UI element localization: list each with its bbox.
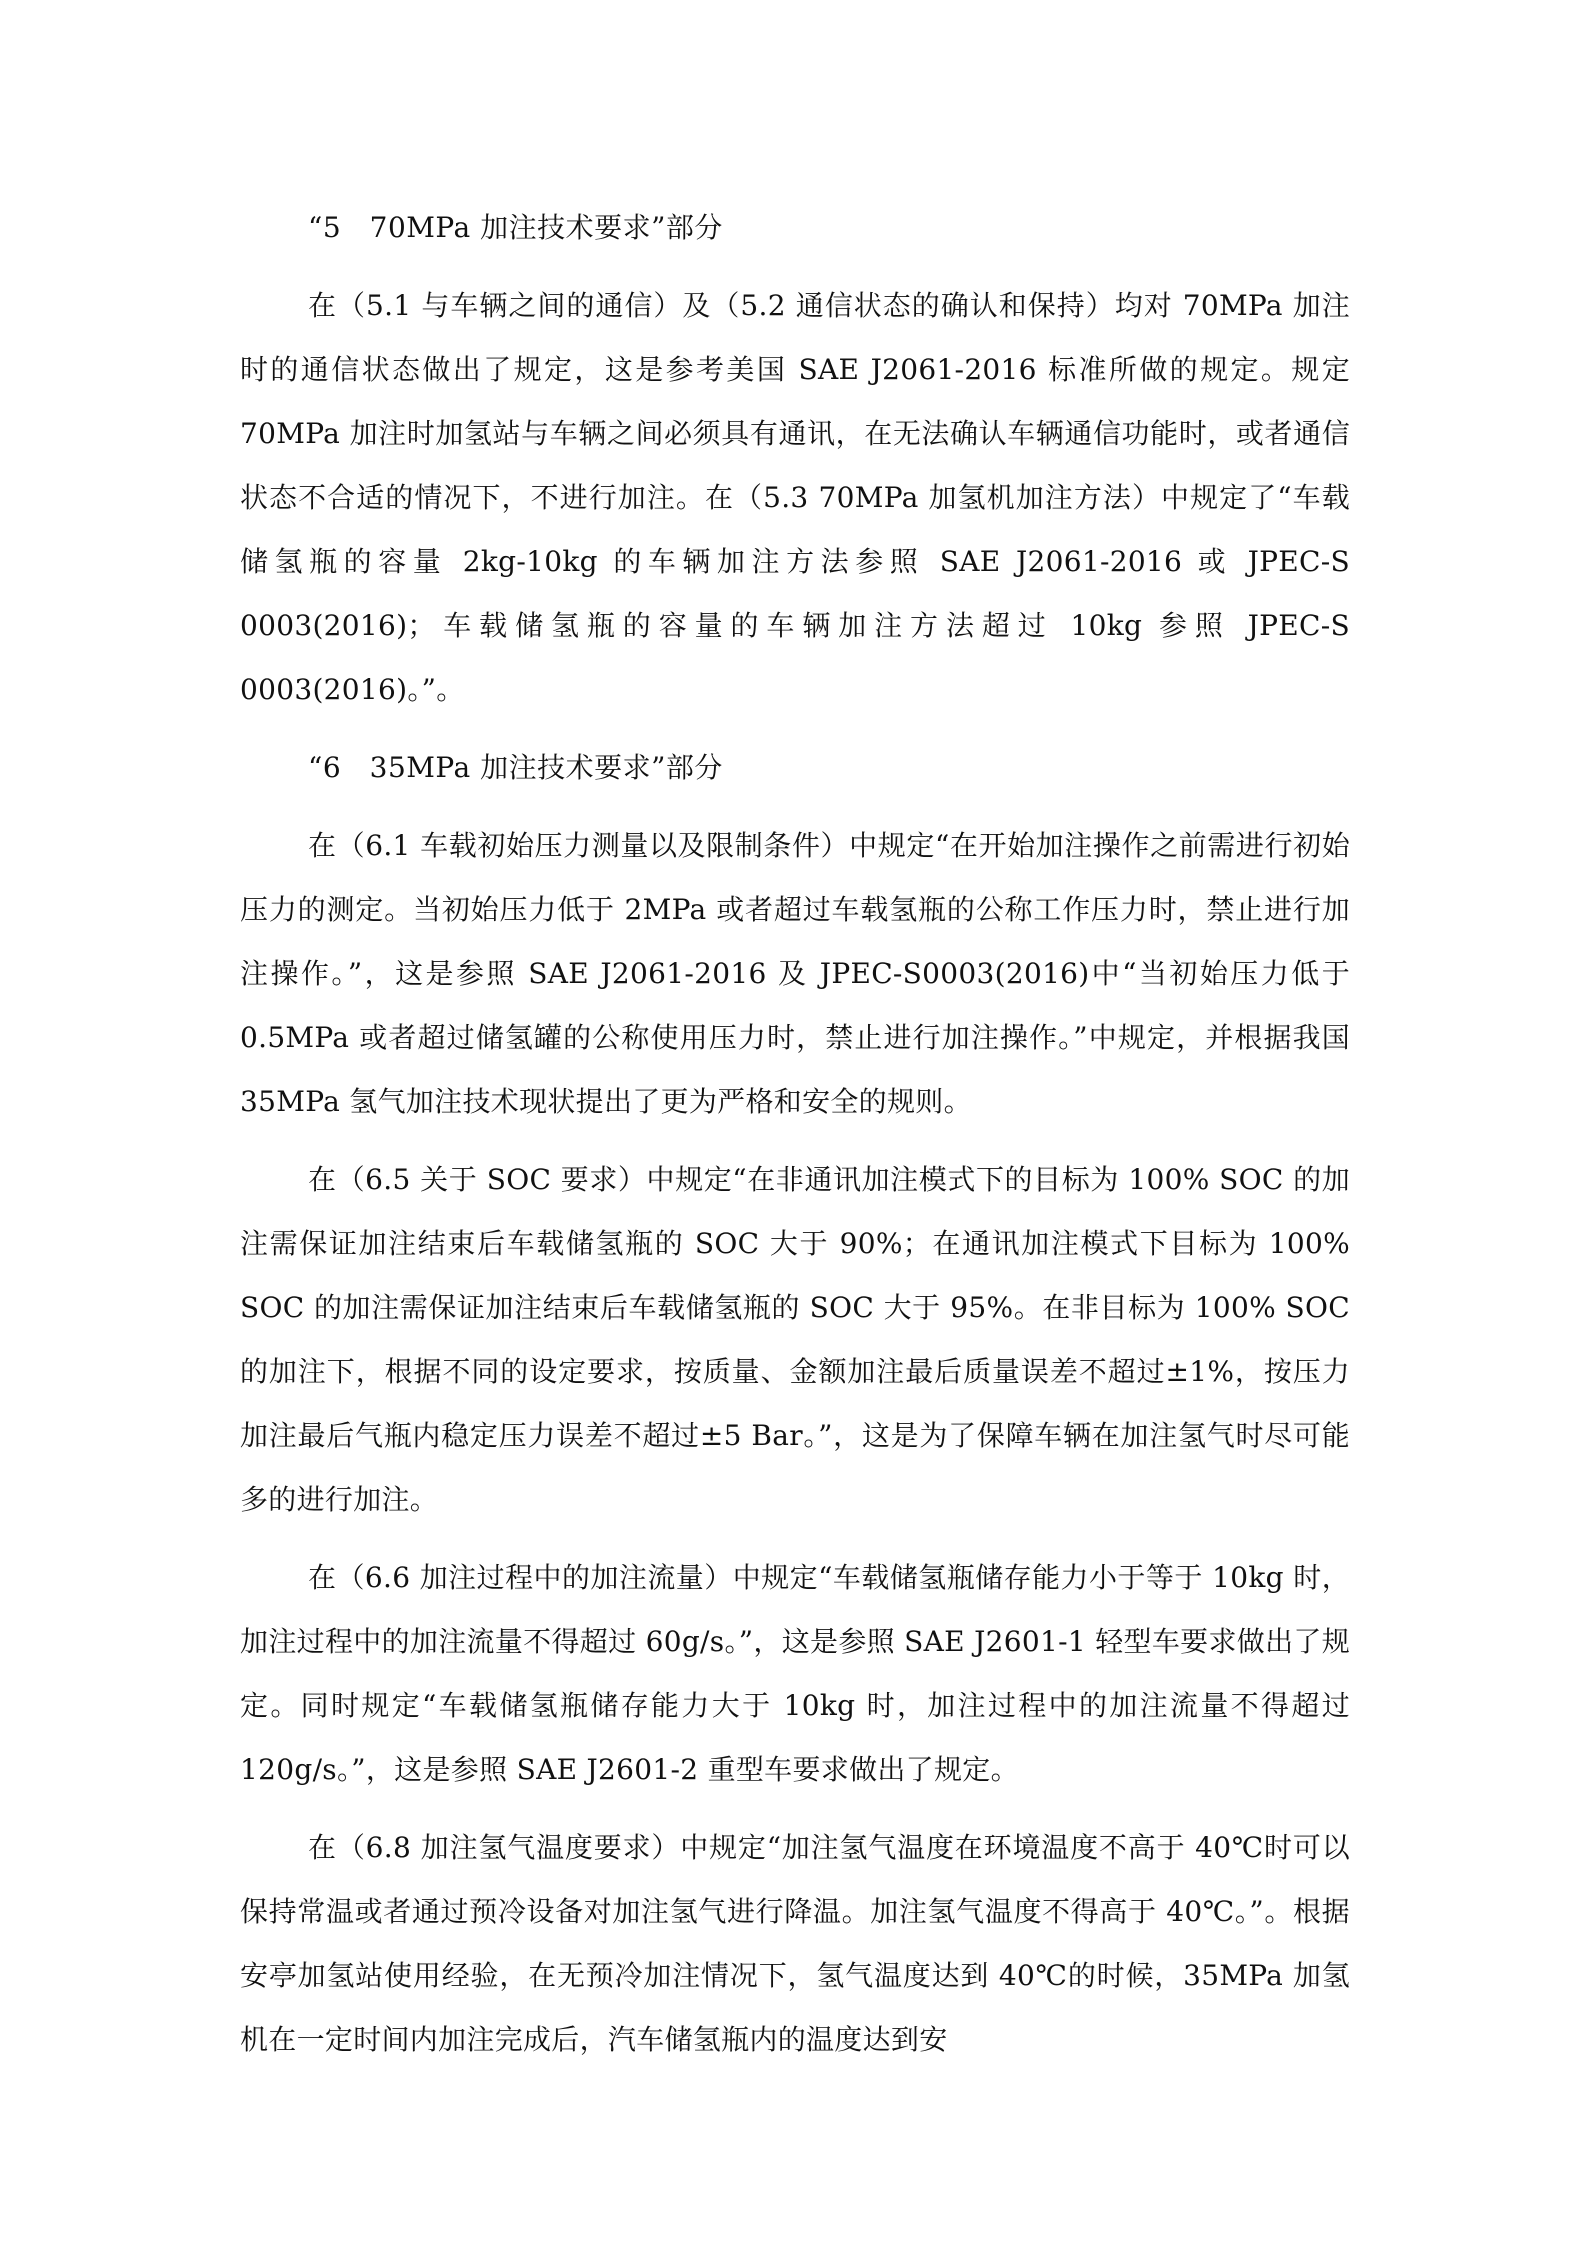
section-heading-35mpa: “6 35MPa 加注技术要求”部分: [308, 751, 723, 784]
paragraph-6-8-temperature: 在（6.8 加注氢气温度要求）中规定“加注氢气温度在环境温度不高于 40℃时可以保持常温或者通过预冷设备对加注氢气进行降温。加注氢气温度不得高于 40℃。”。根据安亭加氢站使用经验，在无预冷加注情况下，氢气温度达到 40℃的时候，35MPa 加氢机在一定时间内加注完成后，汽车储氢瓶内的温度达到安: [240, 1831, 1350, 2056]
paragraph-6-5-soc: 在（6.5 关于 SOC 要求）中规定“在非通讯加注模式下的目标为 100% SOC 的加注需保证加注结束后车载储氢瓶的 SOC 大于 90%；在通讯加注模式下目标为 100% SOC 的加注需保证加注结束后车载储氢瓶的 SOC 大于 95%。在非目标为 100% SOC 的加注下，根据不同的设定要求，按质量、金额加注最后质量误差不超过±1%，按压力加注最后气瓶内稳定压力误差不超过±5 Bar。”，这是为了保障车辆在加注氢气时尽可能多的进行加注。: [240, 1163, 1350, 1516]
section-heading-70mpa: “5 70MPa 加注技术要求”部分: [308, 211, 723, 244]
document-body: [240, 196, 1350, 2086]
paragraph-6-1-initial-pressure: 在（6.1 车载初始压力测量以及限制条件）中规定“在开始加注操作之前需进行初始压力的测定。当初始压力低于 2MPa 或者超过车载氢瓶的公称工作压力时，禁止进行加注操作。”，这是参照 SAE J2061-2016 及 JPEC-S0003(2016)中“当初始压力低于 0.5MPa 或者超过储氢罐的公称使用压力时，禁止进行加注操作。”中规定，并根据我国 35MPa 氢气加注技术现状提出了更为严格和安全的规则。: [240, 829, 1350, 1118]
paragraph-5-1-communication: 在（5.1 与车辆之间的通信）及（5.2 通信状态的确认和保持）均对 70MPa 加注时的通信状态做出了规定，这是参考美国 SAE J2061-2016 标准所做的规定。规定 70MPa 加注时加氢站与车辆之间必须具有通讯，在无法确认车辆通信功能时，或者通信状态不合适的情况下，不进行加注。在（5.3 70MPa 加氢机加注方法）中规定了“车载储氢瓶的容量 2kg-10kg 的车辆加注方法参照 SAE J2061-2016 或 JPEC-S 0003(2016)；车载储氢瓶的容量的车辆加注方法超过 10kg 参照 JPEC-S 0003(2016)。”。: [240, 289, 1350, 706]
paragraph-6-6-flow-rate: 在（6.6 加注过程中的加注流量）中规定“车载储氢瓶储存能力小于等于 10kg 时，加注过程中的加注流量不得超过 60g/s。”，这是参照 SAE J2601-1 轻型车要求做出了规定。同时规定“车载储氢瓶储存能力大于 10kg 时，加注过程中的加注流量不得超过 120g/s。”，这是参照 SAE J2601-2 重型车要求做出了规定。: [240, 1561, 1350, 1786]
